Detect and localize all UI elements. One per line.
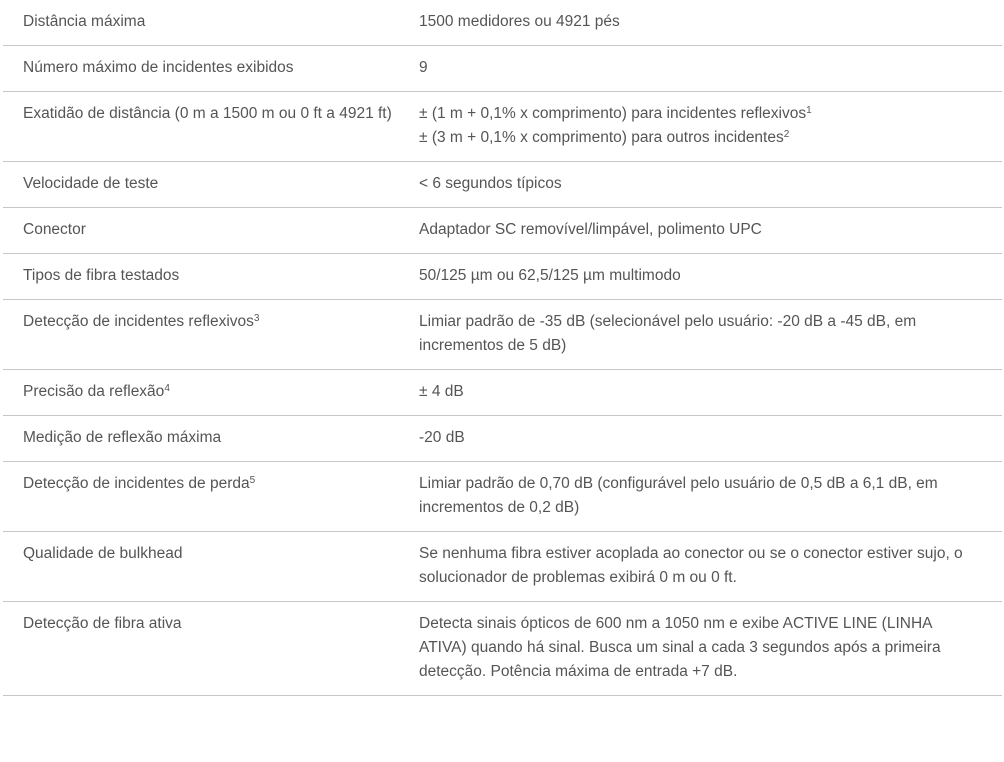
spec-label [3, 462, 419, 532]
spec-value: ± 4 dB [419, 370, 1002, 416]
spec-value-line [419, 126, 982, 150]
spec-row-max-distance [3, 0, 1002, 46]
spec-label: Exatidão de distância (0 m a 1500 m ou 0 ft a 4921 ft) [3, 92, 419, 162]
spec-value: < 6 segundos típicos [419, 162, 1002, 208]
spec-label [3, 370, 419, 416]
footnote-marker: 4 [164, 383, 170, 394]
spec-row-distance-accuracy [3, 92, 1002, 162]
spec-row-max-reflection [3, 416, 1002, 462]
spec-row-fiber-types [3, 254, 1002, 300]
footnote-marker: 2 [783, 129, 790, 140]
spec-label: Medição de reflexão máxima [3, 416, 419, 462]
footnote-marker: 1 [806, 105, 812, 116]
spec-label: Velocidade de teste [3, 162, 419, 208]
spec-label-text: Detecção de incidentes reflexivos [23, 313, 254, 330]
spec-label: Distância máxima [3, 0, 419, 46]
spec-row-reflection-precision [3, 370, 1002, 416]
spec-value: 9 [419, 46, 1002, 92]
spec-label: Conector [3, 208, 419, 254]
specifications-table [3, 0, 1002, 696]
spec-value: Limiar padrão de 0,70 dB (configurável pelo usuário de 0,5 dB a 6,1 dB, em incrementos de 0,2 dB) [419, 462, 1002, 532]
spec-value: Detecta sinais ópticos de 600 nm a 1050 nm e exibe ACTIVE LINE (LINHA ATIVA) quando há sinal. Busca um sinal a cada 3 segundos após a primeira detecção. Potência máxima de entrada +7 dB. [419, 602, 1002, 696]
spec-value-text: ± (3 m + 0,1% x comprimento) para outros incidentes [419, 129, 784, 146]
spec-row-test-speed [3, 162, 1002, 208]
spec-label: Qualidade de bulkhead [3, 532, 419, 602]
spec-value [419, 92, 1002, 162]
spec-value: 1500 medidores ou 4921 pés [419, 0, 1002, 46]
spec-label-text: Detecção de incidentes de perda [23, 475, 250, 492]
spec-row-connector [3, 208, 1002, 254]
spec-label-text: Precisão da reflexão [23, 383, 165, 400]
spec-row-loss-detection [3, 462, 1002, 532]
spec-value-text: ± (1 m + 0,1% x comprimento) para incidentes reflexivos [419, 105, 807, 122]
spec-value: -20 dB [419, 416, 1002, 462]
spec-label [3, 300, 419, 370]
spec-label: Número máximo de incidentes exibidos [3, 46, 419, 92]
spec-label: Tipos de fibra testados [3, 254, 419, 300]
spec-row-bulkhead-quality [3, 532, 1002, 602]
spec-value-line [419, 102, 982, 126]
spec-value: Se nenhuma fibra estiver acoplada ao conector ou se o conector estiver sujo, o solucionador de problemas exibirá 0 m ou 0 ft. [419, 532, 1002, 602]
spec-row-active-fiber [3, 602, 1002, 696]
spec-label: Detecção de fibra ativa [3, 602, 419, 696]
spec-row-reflective-detection [3, 300, 1002, 370]
spec-value: Adaptador SC removível/limpável, polimento UPC [419, 208, 1002, 254]
footnote-marker: 5 [249, 475, 256, 486]
spec-value: 50/125 µm ou 62,5/125 µm multimodo [419, 254, 1002, 300]
spec-value: Limiar padrão de -35 dB (selecionável pelo usuário: -20 dB a -45 dB, em incrementos de 5 dB) [419, 300, 1002, 370]
spec-row-max-incidents [3, 46, 1002, 92]
footnote-marker: 3 [253, 313, 260, 324]
